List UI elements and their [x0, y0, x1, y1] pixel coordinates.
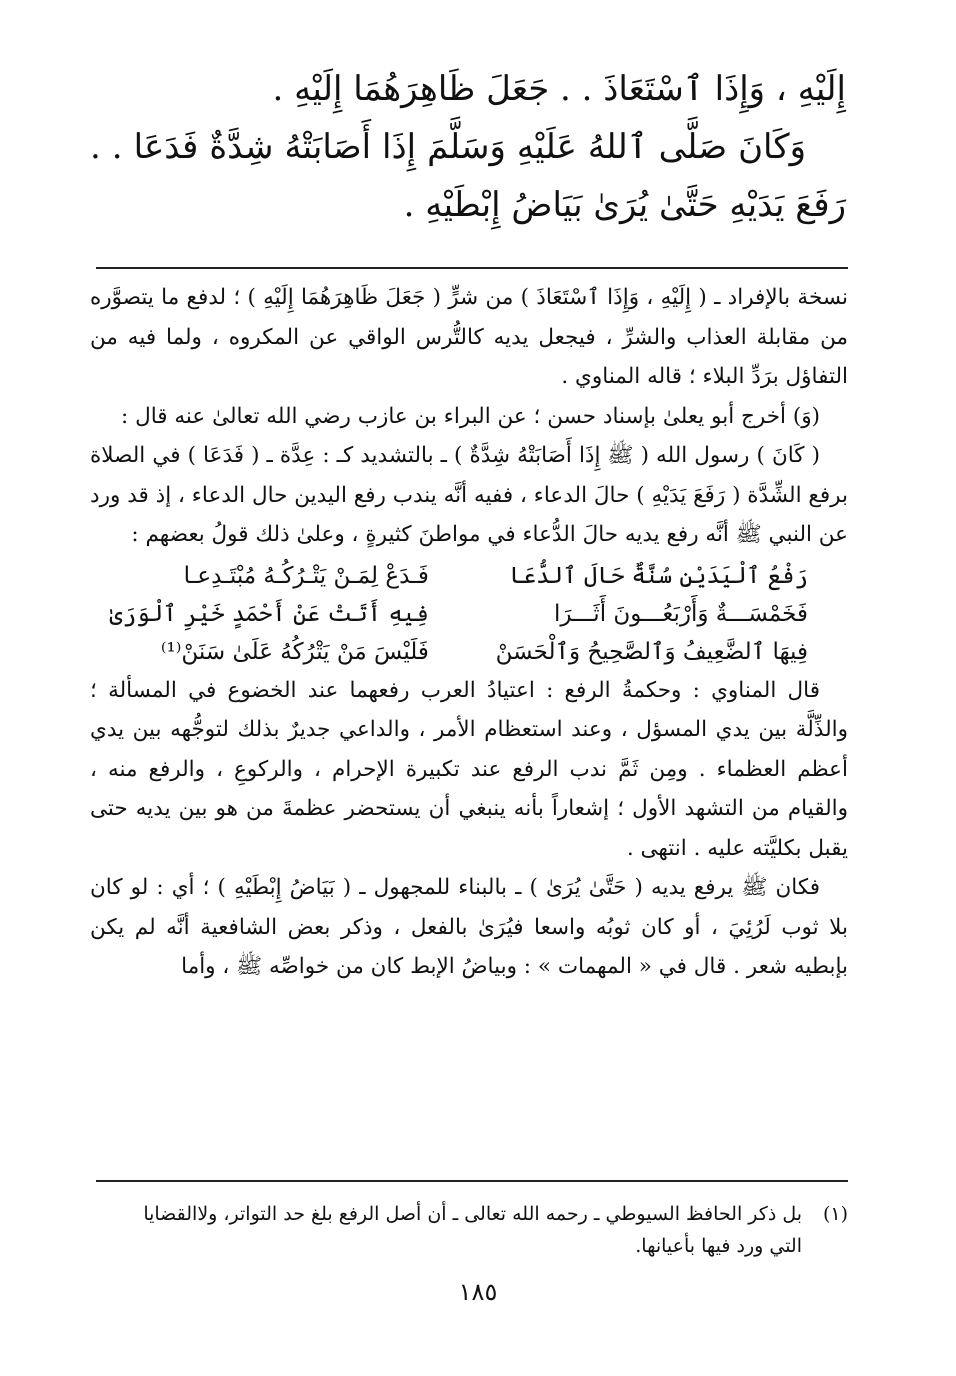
- poem-first-hemistich: رَفْعُ ٱلْيَدَيْنِ سُنَّةٌ حَالَ ٱلدُّعَا: [509, 562, 808, 589]
- poem-second-hemistich: فَلَيْسَ مَنْ يَتْرُكُهُ عَلَىٰ سَنَنْ⁽¹⁾: [160, 638, 429, 665]
- hadith-line-1: إِلَيْهِ ، وَإِذَا ٱسْتَعَاذَ . . جَعَلَ ظَاهِرَهُمَا إِلَيْهِ .: [272, 69, 846, 109]
- commentary-paragraph-4: قال المناوي : وحكمةُ الرفع : اعتيادُ العرب رفعهما عند الخضوع في المسألة ؛ والذِّلَّة بين يدي المسؤل ، وعند استعظام الأمر ، والداعي جديرٌ بذلك لتوجُّهه بين يدي أعظم العظماء . ومِن ثَمَّ ندب الرفع عند تكبيرة الإحرام ، والركوعِ ، والرفع منه ، والقيام من التشهد الأول ؛ إشعاراً بأنه ينبغي أن يستحضر عظمةَ من هو بين يديه حتى يقبل بكليَّته عليه . انتهى .: [90, 677, 848, 861]
- poem-first-hemistich: فَخَمْسَـــةٌ وَأَرْبَعُـــونَ أَثَـــرَا: [554, 600, 808, 627]
- commentary-paragraph-1: نسخة بالإفراد ـ ( إِلَيْهِ ، وَإِذَا ٱسْتَعَاذَ ) من شرٍّ ( جَعَلَ ظَاهِرَهُمَا إِلَيْهِ ) ؛ لدفع ما يتصوَّره من مقابلة العذاب والشرِّ ، فيجعل يديه كالتُّرس الواقي عن المكروه ، ولما فيه من التفاؤل برَدِّ البلاء ؛ قاله المناوي .: [90, 285, 848, 389]
- commentary-paragraph-2: (وَ) أخرج أبو يعلىٰ بإسناد حسن ؛ عن البراء بن عازب رضي الله تعالىٰ عنه قال :: [121, 403, 820, 429]
- page-number: ١٨٥: [458, 1278, 498, 1306]
- footnote-number: (١): [822, 1203, 848, 1225]
- footnote-separator: [96, 1180, 848, 1182]
- footnotes: [110, 1198, 848, 1262]
- poem-second-hemistich: فَـدَعْ لِمَـنْ يَتْـرُكُـهُ مُبْتَـدِعـا: [183, 562, 429, 589]
- poem: [90, 557, 848, 671]
- poem-line: [90, 595, 848, 633]
- commentary: [90, 278, 848, 987]
- hadith-paragraph-2: وَكَانَ صَلَّى ٱللهُ عَلَيْهِ وَسَلَّمَ إِذَا أَصَابَتْهُ شِدَّةٌ فَدَعَا . . رَفَعَ يَدَيْهِ حَتَّىٰ يُرَىٰ بَيَاضُ إِبْطَيْهِ .: [90, 127, 846, 225]
- poem-line: [90, 557, 848, 595]
- separator-line: [96, 267, 848, 269]
- commentary-paragraph-5: فكان ﷺ يرفع يديه ( حَتَّىٰ يُرَىٰ ) ـ بالبناء للمجهول ـ ( بَيَاضُ إِبْطَيْهِ ) ؛ أي : لو كان بلا ثوب لَرُئِيَ ، أو كان ثوبُه واسعا فيُرَىٰ بالفعل ، وذكر بعض الشافعية أنَّه لم يكن بإبطيه شعر . قال في « المهمات » : وبياضُ الإبط كان من خواصِّه ﷺ ، وأما: [90, 875, 848, 979]
- footnote-text: بل ذكر الحافظ السيوطي ـ رحمه الله تعالى ـ أن أصل الرفع بلغ حد التواتر، ولاالقضايا التي ورد فيها بأعيانها.: [143, 1203, 802, 1257]
- poem-second-hemistich: فِيهِ أَتَتْ عَنْ أَحْمَدٍ خَيْرِ ٱلْوَرَىٰ: [109, 600, 429, 627]
- poem-first-hemistich: فِيهَا ٱلضَّعِيفُ وَٱلصَّحِيحُ وَٱلْحَسَنْ: [495, 638, 808, 665]
- hadith-text: [90, 60, 846, 234]
- poem-line: [90, 633, 848, 671]
- commentary-paragraph-3: ( كَانَ ) رسول الله ( ﷺ إِذَا أَصَابَتْهُ شِدَّةٌ ) ـ بالتشديد كـ : عِدَّة ـ ( فَدَعَا ) في الصلاة برفع الشِّدَّة ( رَفَعَ يَدَيْهِ ) حالَ الدعاء ، ففيه أنَّه يندب رفع اليدين حال الدعاء ، إذ قد ورد عن النبي ﷺ أنَّه رفع يديه حالَ الدُّعاء في مواطنَ كثيرةٍ ، وعلىٰ ذلك قولُ بعضهم :: [90, 443, 848, 547]
- footnote: [110, 1198, 848, 1262]
